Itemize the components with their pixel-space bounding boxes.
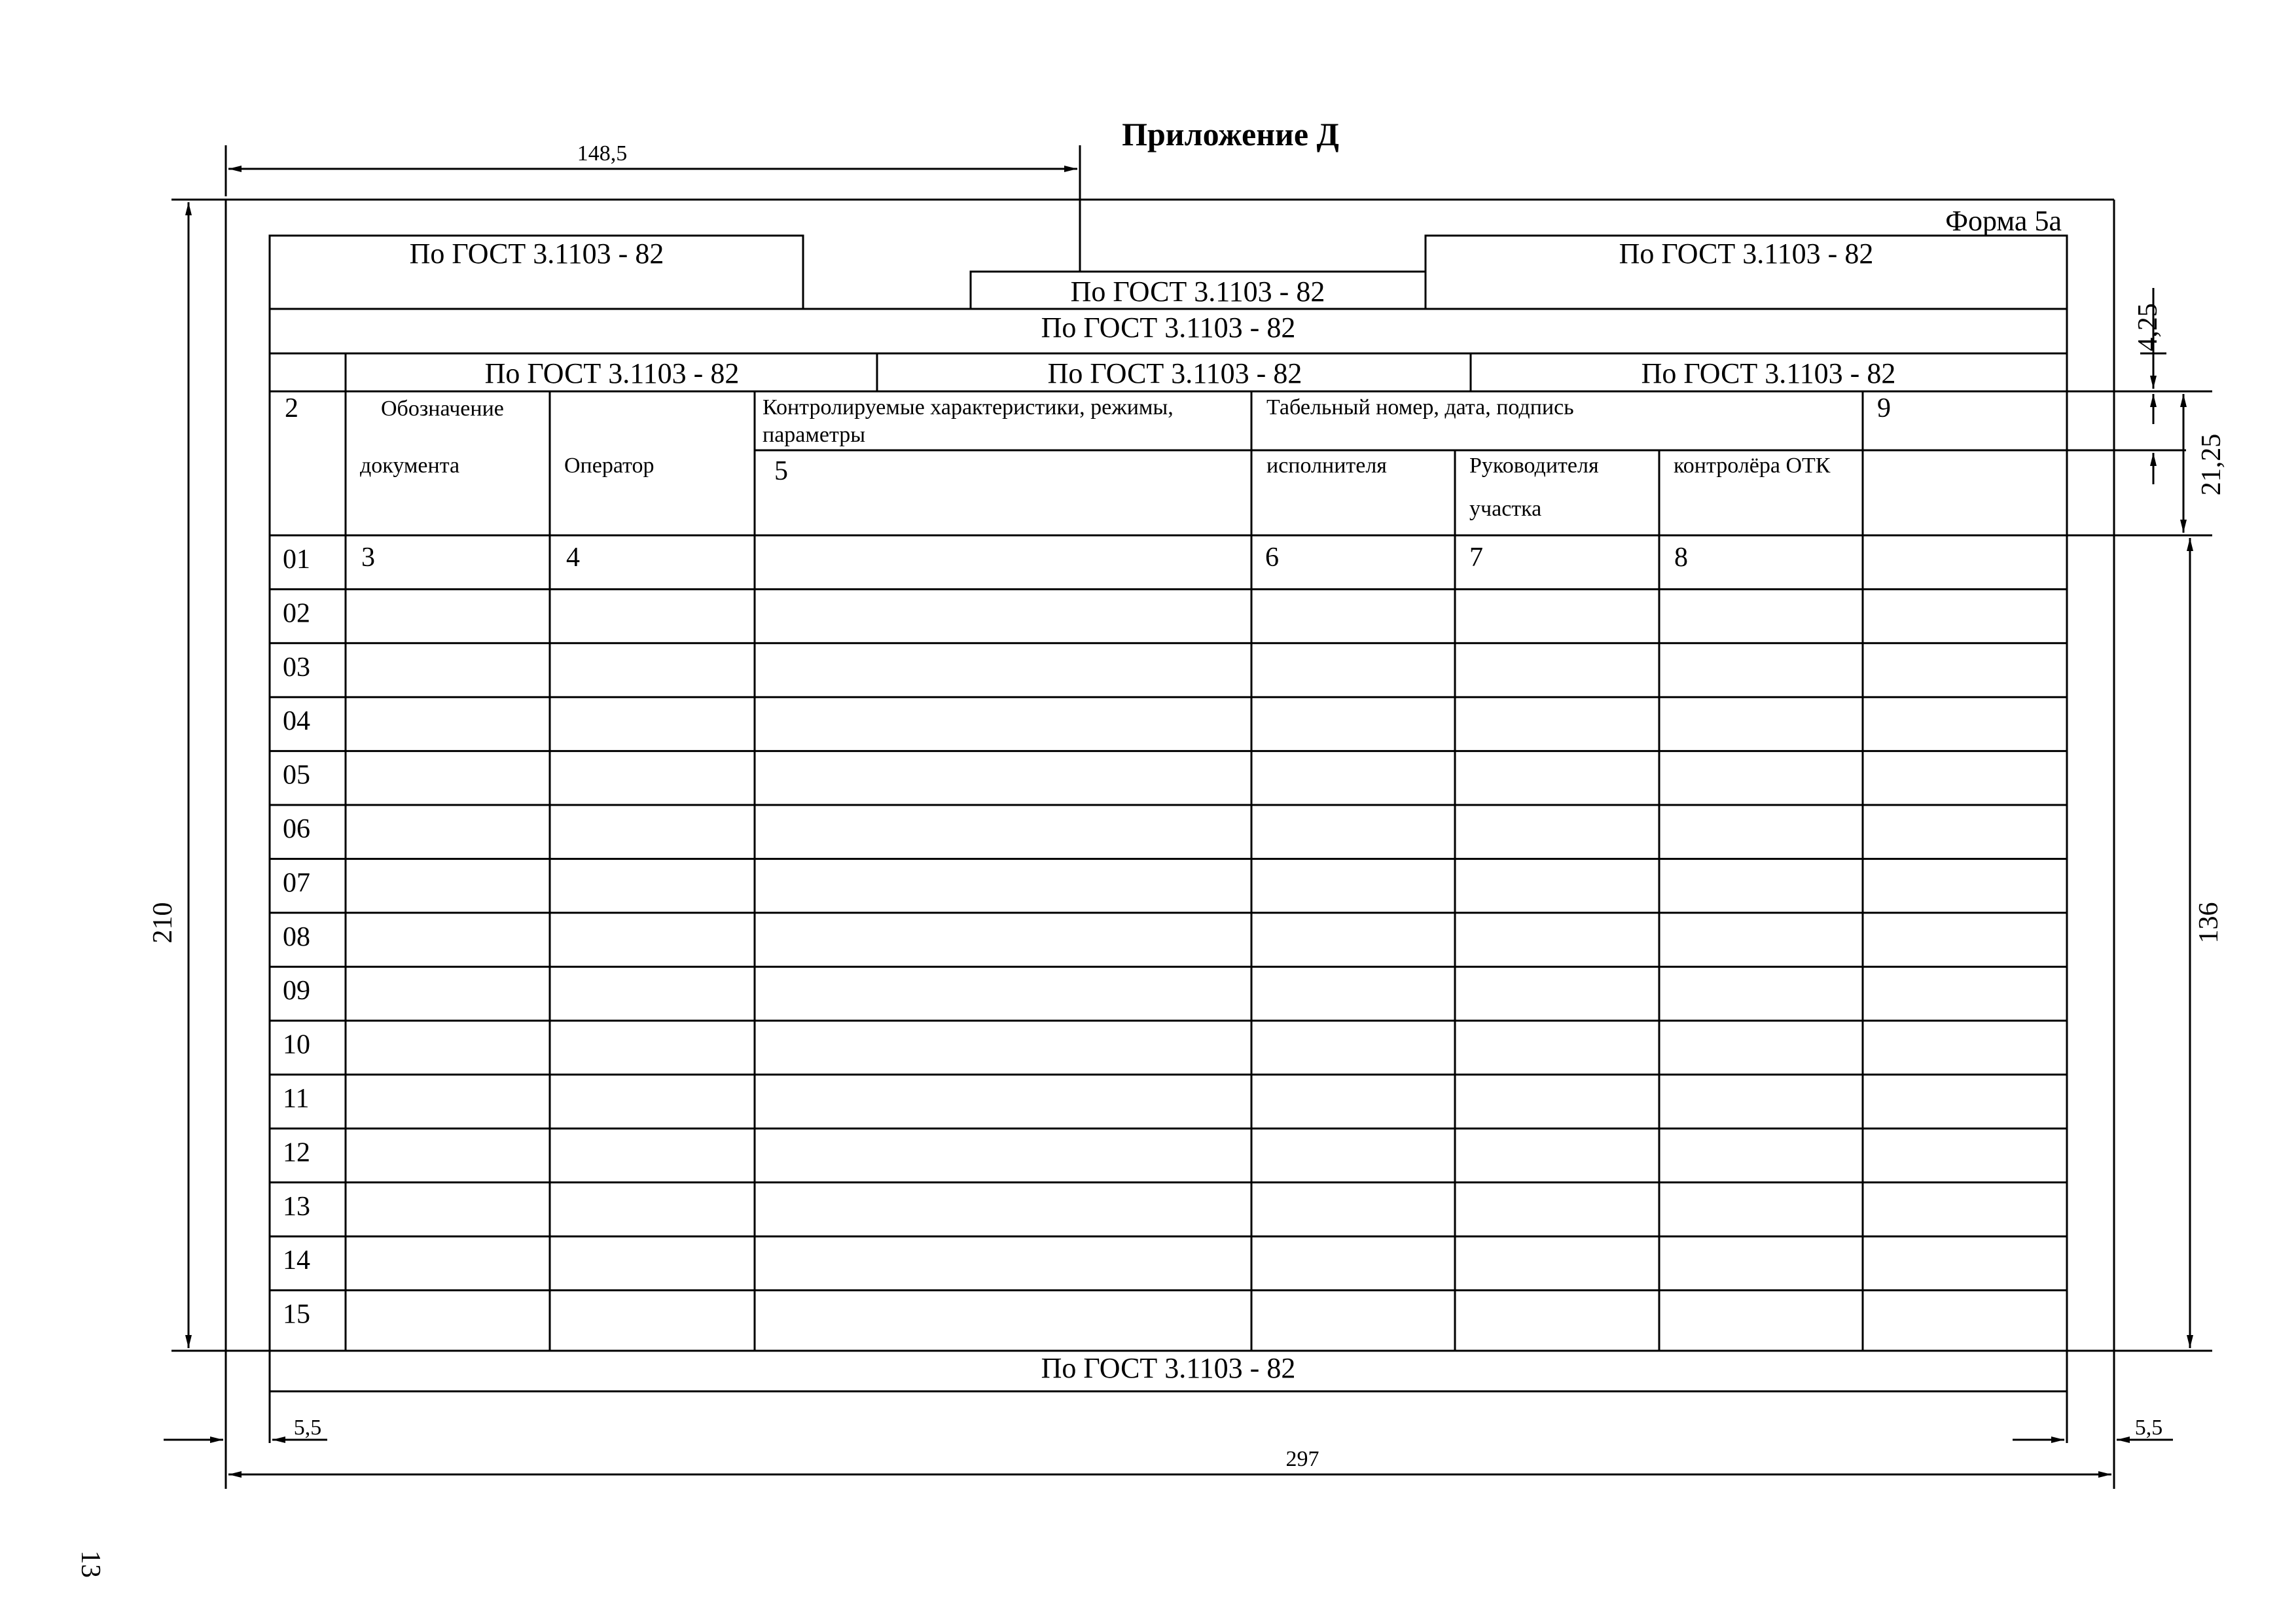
header-operator: Оператор	[564, 454, 655, 478]
main-table-grid	[270, 391, 2067, 1351]
dim-full-width: 297	[1285, 1447, 1319, 1471]
header-col-num: 2	[285, 393, 298, 423]
page-number: 13	[75, 1550, 105, 1578]
gost-ref-top-center: По ГОСТ 3.1103 - 82	[1070, 276, 1325, 308]
row-number: 15	[283, 1299, 310, 1330]
header-doc-designation-2: документа	[360, 454, 460, 478]
header-controlled-1: Контролируемые характеристики, режимы,	[762, 395, 1174, 419]
dim-height: 210	[148, 902, 178, 944]
header-manager-2: участка	[1469, 497, 1542, 521]
row-number: 03	[283, 652, 310, 683]
gost-ref-row2: По ГОСТ 3.1103 - 82	[1041, 312, 1296, 344]
row-number: 04	[283, 706, 310, 737]
row-number: 06	[283, 814, 310, 844]
gost-ref-bottom: По ГОСТ 3.1103 - 82	[1041, 1352, 1296, 1384]
row-number: 11	[283, 1084, 310, 1114]
row-number: 09	[283, 976, 310, 1007]
row-number: 13	[283, 1191, 310, 1222]
first-row-num-6: 6	[1265, 543, 1279, 573]
header-col9: 9	[1877, 393, 1891, 423]
form-label: Форма 5а	[1945, 205, 2062, 237]
first-row-num-4: 4	[566, 543, 580, 573]
header-manager-1: Руководителя	[1469, 454, 1599, 478]
header-tabel: Табельный номер, дата, подпись	[1266, 395, 1574, 419]
header-executor: исполнителя	[1266, 454, 1387, 478]
row-number: 05	[283, 760, 310, 791]
row-numbers	[283, 544, 310, 1330]
row-number: 10	[283, 1029, 310, 1060]
dim-row-height: 4,25	[2133, 303, 2163, 351]
row-number: 14	[283, 1245, 310, 1276]
header-controlled-num: 5	[774, 456, 788, 486]
row-number: 12	[283, 1137, 310, 1168]
header-doc-designation-1: Обозначение	[381, 397, 504, 421]
dimension-lines	[164, 145, 2212, 1489]
row-number: 01	[283, 544, 310, 575]
dim-margin-left: 5,5	[293, 1416, 322, 1440]
header-controller: контролёра ОТК	[1674, 454, 1831, 478]
gost-ref-row3-a: По ГОСТ 3.1103 - 82	[484, 357, 740, 389]
dim-margin-right: 5,5	[2134, 1416, 2163, 1440]
row-number: 07	[283, 868, 310, 899]
gost-ref-row3-c: По ГОСТ 3.1103 - 82	[1641, 357, 1896, 389]
page-title: Приложение Д	[1122, 116, 1339, 152]
gost-ref-top-right: По ГОСТ 3.1103 - 82	[1619, 238, 1874, 270]
row-number: 08	[283, 921, 310, 952]
header-controlled-2: параметры	[762, 423, 866, 447]
gost-ref-top-left: По ГОСТ 3.1103 - 82	[409, 238, 664, 270]
dim-body-height: 136	[2194, 902, 2224, 944]
row-lines	[270, 589, 2067, 1290]
gost-ref-row3-b: По ГОСТ 3.1103 - 82	[1047, 357, 1302, 389]
dim-header-height: 21,25	[2197, 433, 2227, 496]
first-row-num-7: 7	[1469, 543, 1483, 573]
dim-half-width: 148,5	[577, 141, 628, 166]
first-row-num-8: 8	[1674, 543, 1688, 573]
row-number: 02	[283, 598, 310, 629]
first-row-num-3: 3	[361, 543, 375, 573]
